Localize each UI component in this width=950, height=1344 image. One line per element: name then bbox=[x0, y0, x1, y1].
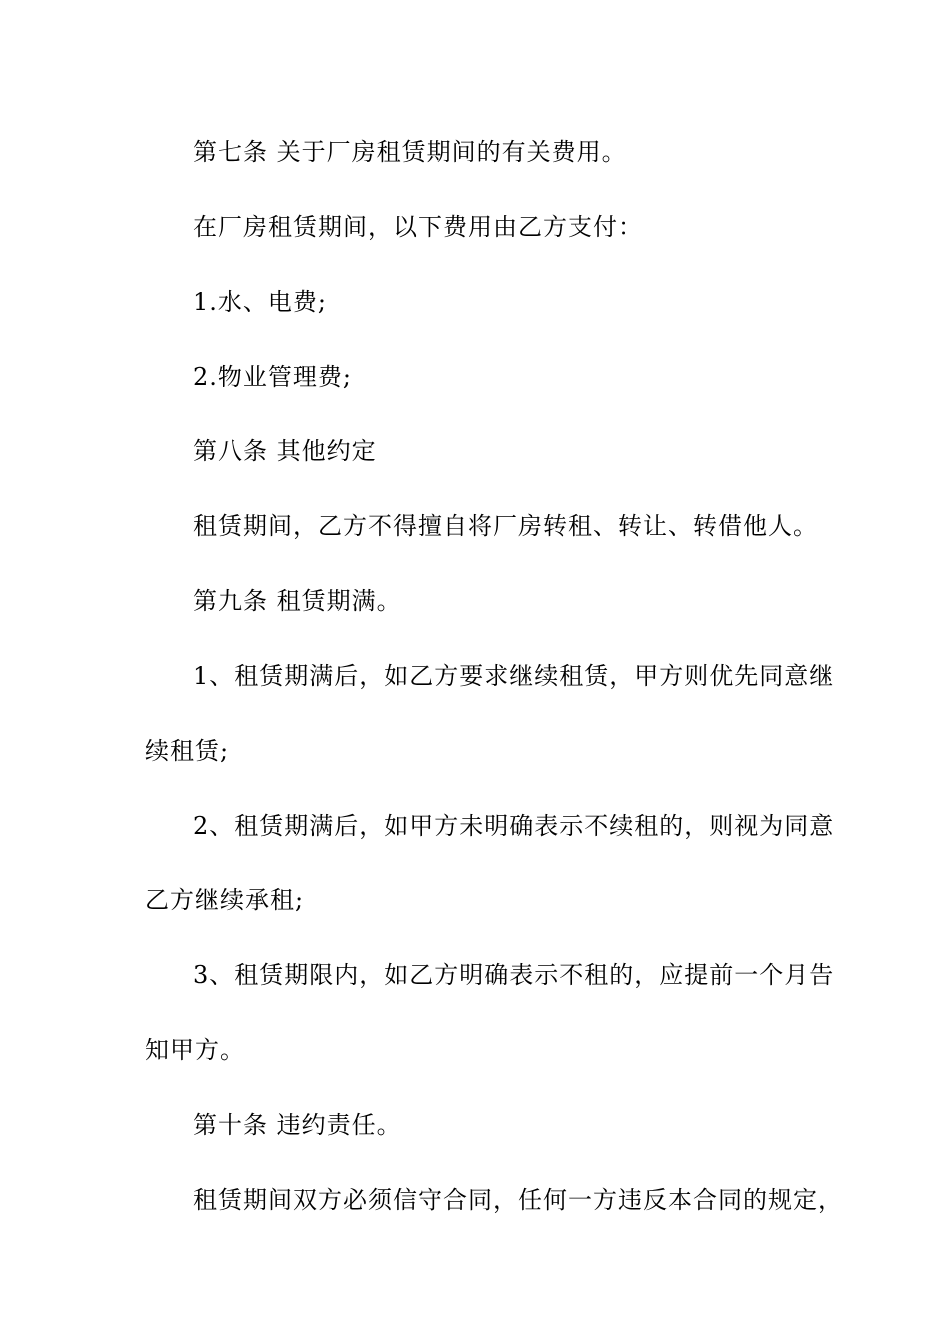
article-8-heading: 第八条 其他约定 bbox=[193, 437, 377, 465]
paragraph-breach-liability: 租赁期间双方必须信守合同，任何一方违反本合同的规定， bbox=[193, 1186, 843, 1214]
list-item-property-management: 2.物业管理费; bbox=[193, 363, 352, 391]
article-9-heading: 第九条 租赁期满。 bbox=[193, 587, 402, 615]
list-item-water-electricity: 1.水、电费; bbox=[193, 288, 327, 316]
paragraph-fees-intro: 在厂房租赁期间，以下费用由乙方支付： bbox=[193, 213, 643, 241]
clause-9-3-line-2: 知甲方。 bbox=[145, 1036, 245, 1064]
clause-9-2-line-1: 2、租赁期满后，如甲方未明确表示不续租的，则视为同意 bbox=[193, 812, 835, 840]
paragraph-no-sublease: 租赁期间，乙方不得擅自将厂房转租、转让、转借他人。 bbox=[193, 512, 818, 540]
clause-9-1-line-1: 1、租赁期满后，如乙方要求继续租赁，甲方则优先同意继 bbox=[193, 662, 835, 690]
article-10-heading: 第十条 违约责任。 bbox=[193, 1111, 402, 1139]
clause-9-3-line-1: 3、租赁期限内，如乙方明确表示不租的，应提前一个月告 bbox=[193, 961, 835, 989]
article-7-heading: 第七条 关于厂房租赁期间的有关费用。 bbox=[193, 138, 627, 166]
clause-9-2-line-2: 乙方继续承租; bbox=[145, 886, 305, 914]
clause-9-1-line-2: 续租赁; bbox=[145, 737, 230, 765]
